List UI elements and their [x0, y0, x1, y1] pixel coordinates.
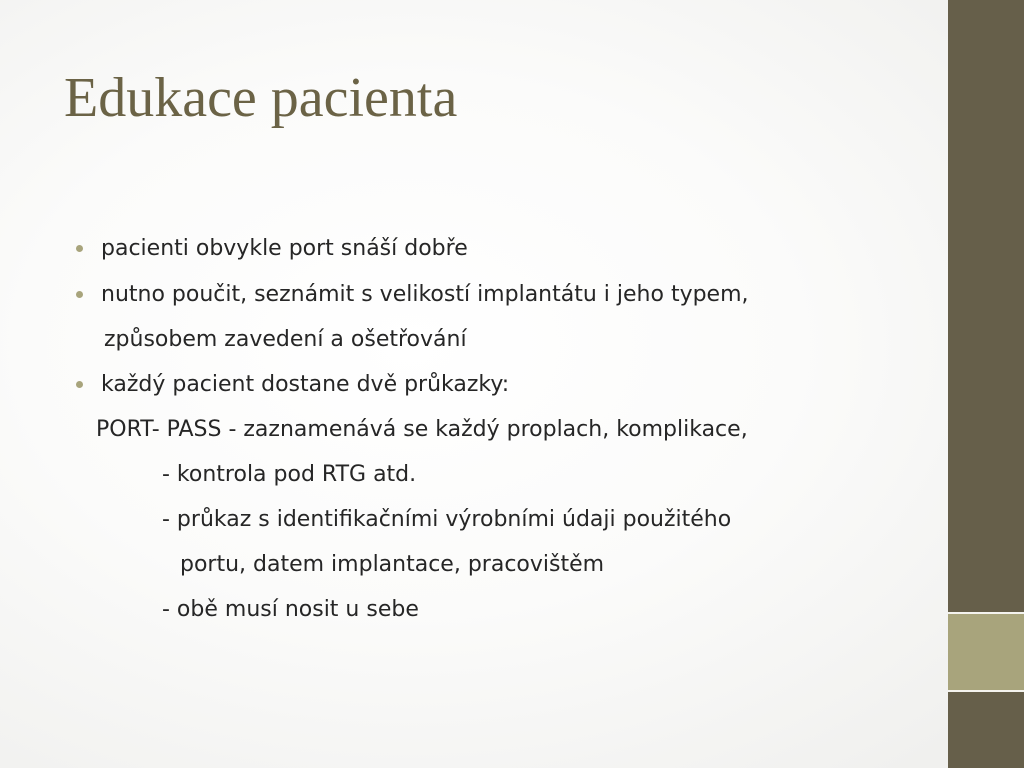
content-line: PORT- PASS - zaznamenává se každý proplach, komplikace,: [96, 417, 748, 442]
content-line: - kontrola pod RTG atd.: [162, 462, 417, 487]
bullet-icon: [76, 245, 83, 252]
content-line: každý pacient dostane dvě průkazky:: [101, 372, 510, 397]
content-line: portu, datem implantace, pracovištěm: [180, 552, 605, 577]
sidebar-divider: [948, 690, 1024, 692]
content-line: - obě musí nosit u sebe: [162, 597, 419, 622]
content-line: způsobem zavedení a ošetřování: [104, 327, 467, 352]
content-line: nutno poučit, seznámit s velikostí implantátu i jeho typem,: [101, 282, 749, 307]
bullet-icon: [76, 381, 83, 388]
content-line: - průkaz s identifikačními výrobními údaji použitého: [162, 507, 732, 532]
slide-title: Edukace pacienta: [64, 67, 458, 129]
bullet-icon: [76, 291, 83, 298]
content-line: pacienti obvykle port snáší dobře: [101, 236, 468, 261]
sidebar-decoration: [948, 0, 1024, 768]
sidebar-accent-block: [948, 614, 1024, 690]
